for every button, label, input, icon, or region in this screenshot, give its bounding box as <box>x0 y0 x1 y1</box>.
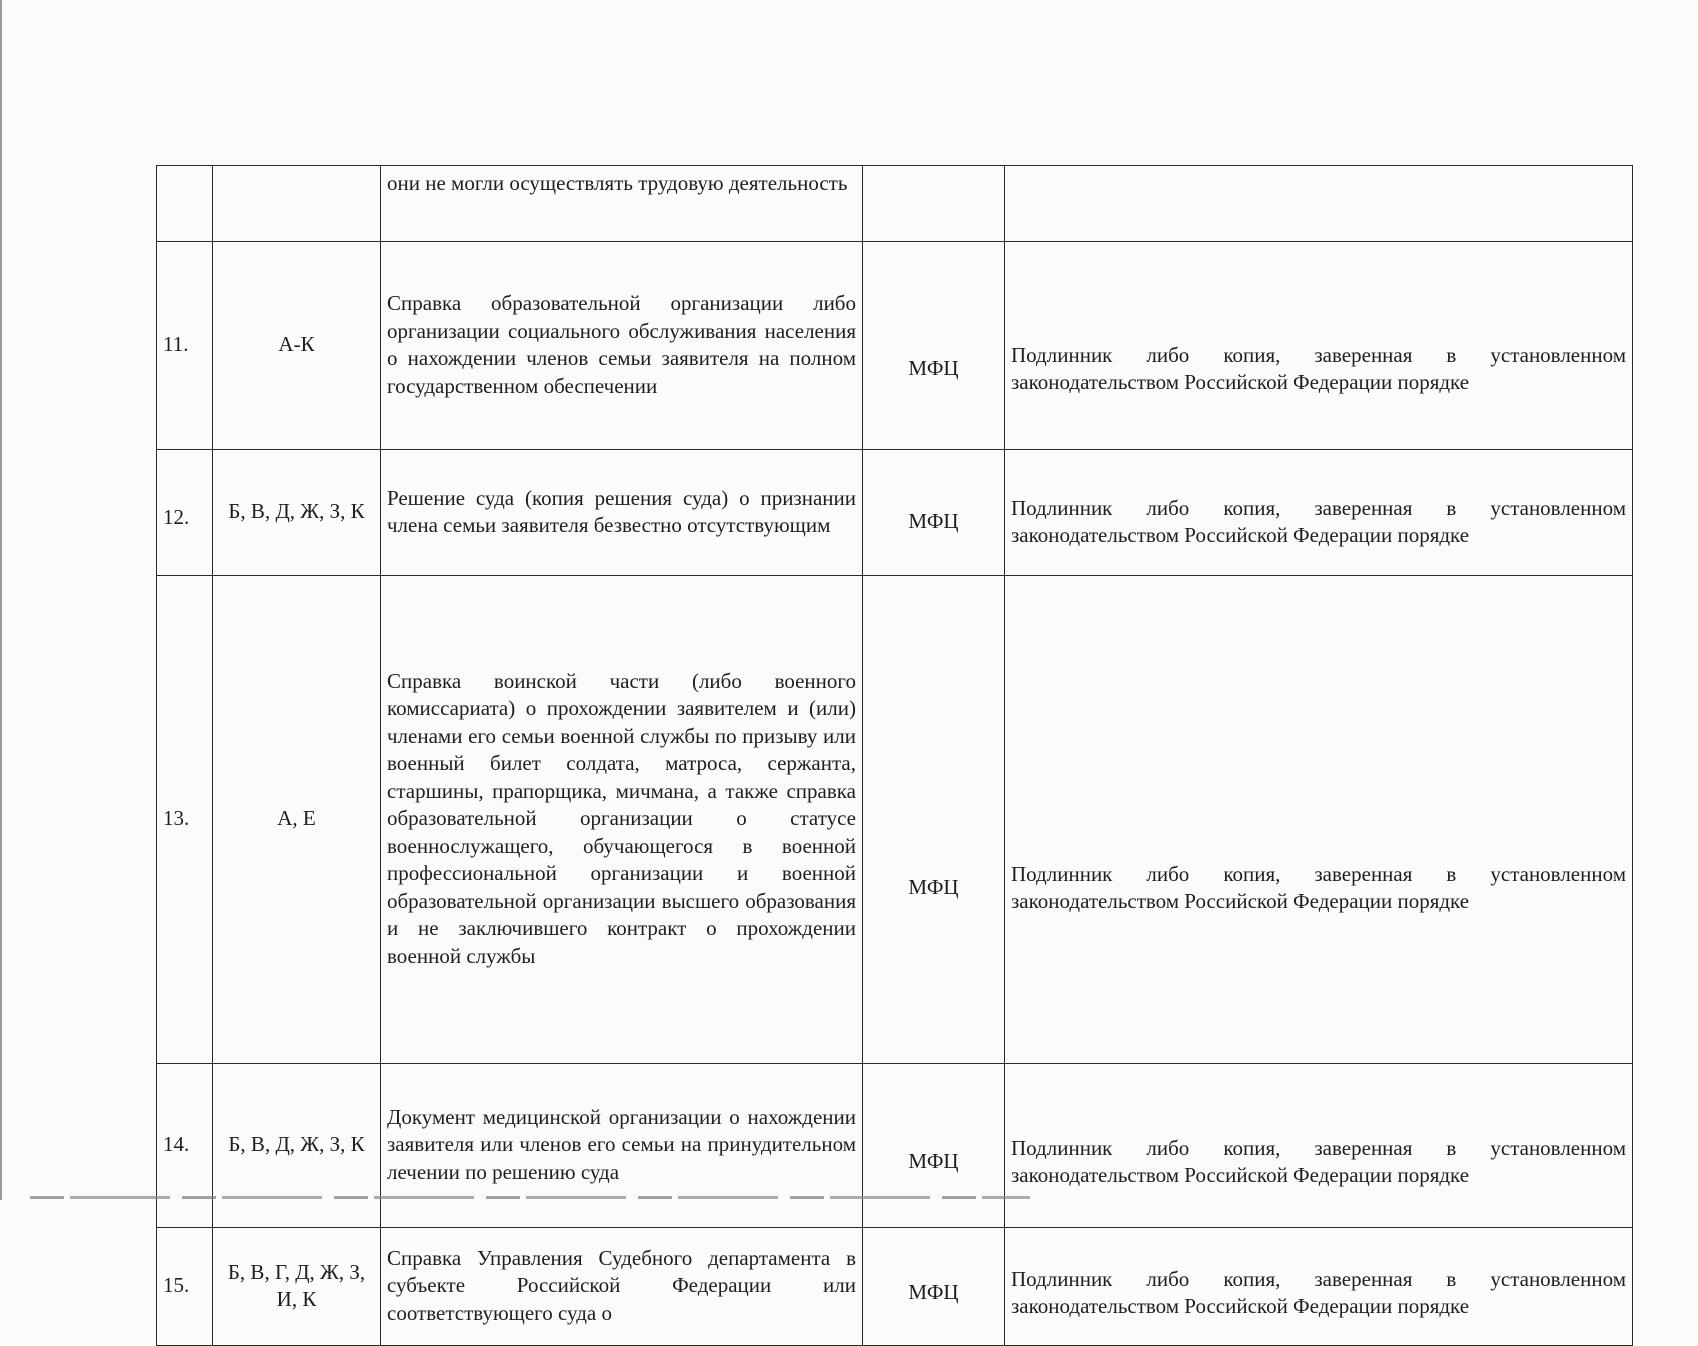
row-place: МФЦ <box>863 1228 1005 1346</box>
row-categories: А-К <box>213 242 381 450</box>
row-categories: А, Е <box>213 576 381 1064</box>
table-row <box>157 576 1633 1064</box>
row-number: 14. <box>157 1064 213 1228</box>
table-row <box>157 450 1633 576</box>
row-form <box>1005 166 1633 242</box>
row-number: 15. <box>157 1228 213 1346</box>
scan-left-edge <box>0 0 2 1200</box>
row-categories: Б, В, Д, Ж, З, К <box>213 450 381 576</box>
row-form: Подлинник либо копия, заверенная в установленном законодательством Российской Федерации порядке <box>1005 242 1633 450</box>
row-number <box>157 166 213 242</box>
row-number: 11. <box>157 242 213 450</box>
row-place: МФЦ <box>863 242 1005 450</box>
table-row <box>157 1064 1633 1228</box>
row-document: Документ медицинской организации о нахождении заявителя или членов его семьи на принудительном лечении по решению суда <box>381 1064 863 1228</box>
table-row <box>157 1228 1633 1346</box>
row-number: 13. <box>157 576 213 1064</box>
row-place: МФЦ <box>863 1064 1005 1228</box>
row-document: Справка образовательной организации либо организации социального обслуживания населения о нахождении членов семьи заявителя на полном государственном обеспечении <box>381 242 863 450</box>
row-categories <box>213 166 381 242</box>
row-form: Подлинник либо копия, заверенная в установленном законодательством Российской Федерации порядке <box>1005 1064 1633 1228</box>
row-place <box>863 166 1005 242</box>
row-number: 12. <box>157 450 213 576</box>
row-document: Справка Управления Судебного департамента в субъекте Российской Федерации или соответствующего суда о <box>381 1228 863 1346</box>
row-form: Подлинник либо копия, заверенная в установленном законодательством Российской Федерации порядке <box>1005 450 1633 576</box>
row-document: Решение суда (копия решения суда) о признании члена семьи заявителя безвестно отсутствующим <box>381 450 863 576</box>
row-place: МФЦ <box>863 450 1005 576</box>
table-row <box>157 166 1633 242</box>
scan-bottom-edge <box>30 1196 1030 1199</box>
row-categories: Б, В, Д, Ж, З, К <box>213 1064 381 1228</box>
documents-table <box>156 165 1633 1346</box>
row-document: они не могли осуществлять трудовую деятельность <box>381 166 863 242</box>
table-row <box>157 242 1633 450</box>
row-categories: Б, В, Г, Д, Ж, З, И, К <box>213 1228 381 1346</box>
row-form: Подлинник либо копия, заверенная в установленном законодательством Российской Федерации порядке <box>1005 1228 1633 1346</box>
row-place: МФЦ <box>863 576 1005 1064</box>
row-form: Подлинник либо копия, заверенная в установленном законодательством Российской Федерации порядке <box>1005 576 1633 1064</box>
row-document: Справка воинской части (либо военного комиссариата) о прохождении заявителем и (или) членами его семьи военной службы по призыву или военный билет солдата, матроса, сержанта, старшины, прапорщика, мичмана, а также справка образовательной организации о статусе военнослужащего, обучающегося в военной профессиональной организации и военной образовательной организации высшего образования и не заключившего контракт о прохождении военной службы <box>381 576 863 1064</box>
